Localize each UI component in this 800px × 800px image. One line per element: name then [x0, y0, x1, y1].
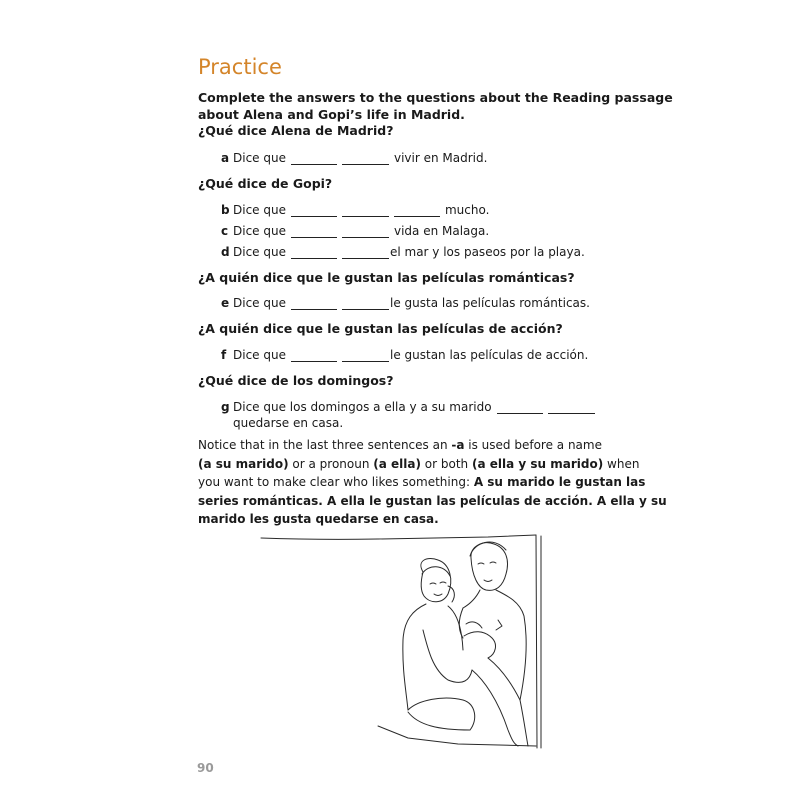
item-prefix: Dice que los domingos a ella y a su marido — [233, 400, 492, 414]
note-text: you want to make clear who likes something: — [198, 475, 474, 489]
man-arm-front — [464, 632, 495, 658]
answer-blank[interactable] — [291, 247, 337, 259]
exercise-item-g — [221, 400, 600, 414]
instruction-line-2: about Alena and Gopi’s life in Madrid. — [198, 107, 465, 122]
woman-eyes — [430, 582, 446, 584]
item-letter: b — [221, 203, 230, 217]
man-side — [520, 700, 528, 746]
item-letter: c — [221, 224, 229, 238]
answer-blank[interactable] — [291, 298, 337, 310]
note-line-4: series románticas. A ella le gustan las películas de acción. A ella y su — [198, 493, 667, 508]
page-title: Practice — [198, 55, 282, 79]
note-emphasis: A su marido le gustan las — [473, 475, 646, 489]
answer-blank[interactable] — [548, 402, 595, 414]
man-mouth — [484, 580, 492, 582]
item-suffix: el mar y los paseos por la playa. — [389, 245, 585, 259]
woman-mouth — [434, 594, 442, 596]
couple-illustration — [258, 530, 568, 752]
note-line-3 — [198, 473, 646, 492]
item-prefix: Dice que — [233, 245, 286, 259]
exercise-item-b — [221, 203, 489, 217]
instructions — [198, 89, 673, 123]
question-5: ¿Qué dice de los domingos? — [198, 373, 394, 388]
man-neck-left — [463, 590, 480, 608]
item-prefix: Dice que — [233, 151, 286, 165]
answer-blank[interactable] — [342, 205, 389, 217]
item-prefix: Dice que — [233, 224, 286, 238]
frame-right-edge — [536, 535, 537, 748]
question-3: ¿A quién dice que le gustan las películas románticas? — [198, 270, 575, 285]
man-leg — [472, 670, 518, 746]
note-text: Notice that in the last three sentences an — [198, 438, 452, 452]
answer-blank[interactable] — [291, 205, 337, 217]
answer-blank[interactable] — [394, 205, 440, 217]
man-head — [471, 543, 508, 591]
note-line-1 — [198, 436, 602, 455]
item-letter: d — [221, 245, 230, 259]
phone — [466, 622, 482, 628]
answer-blank[interactable] — [342, 298, 389, 310]
item-prefix: Dice que — [233, 348, 286, 362]
woman-leg — [408, 712, 470, 730]
item-letter: f — [221, 348, 227, 362]
item-letter: a — [221, 151, 230, 165]
woman-hair — [422, 567, 450, 576]
man-hair — [470, 542, 506, 556]
answer-blank[interactable] — [342, 153, 389, 165]
answer-blank[interactable] — [291, 350, 337, 362]
exercise-item-d — [221, 245, 585, 259]
frame-top-line — [261, 535, 536, 539]
item-suffix: mucho. — [444, 203, 490, 217]
note-text: when — [603, 456, 640, 471]
answer-blank[interactable] — [342, 247, 389, 259]
item-letter: g — [221, 400, 230, 414]
woman-lap — [408, 698, 475, 730]
shirt-fold — [496, 620, 502, 630]
item-suffix: le gustan las películas de acción. — [389, 348, 589, 362]
woman-arm-left — [403, 604, 426, 710]
exercise-item-f — [221, 348, 588, 362]
woman-hair-back — [448, 586, 454, 602]
item-suffix: vida en Malaga. — [393, 224, 490, 238]
note-text: or both — [420, 456, 472, 471]
note-line-2 — [198, 455, 640, 474]
item-letter: e — [221, 296, 230, 310]
exercise-item-a — [221, 151, 487, 165]
answer-blank[interactable] — [497, 402, 543, 414]
answer-blank[interactable] — [342, 226, 389, 238]
answer-blank[interactable] — [291, 226, 337, 238]
grammar-note — [198, 436, 667, 529]
note-emphasis: (a ella y su marido) — [471, 456, 604, 471]
man-chest — [459, 608, 463, 638]
man-arm-lower — [488, 658, 520, 700]
note-text: or a pronoun — [288, 456, 374, 471]
note-text: is used before a name — [464, 438, 602, 452]
question-4: ¿A quién dice que le gustan las películas de acción? — [198, 321, 563, 336]
question-1: ¿Qué dice Alena de Madrid? — [198, 123, 394, 138]
exercise-item-g-continuation: quedarse en casa. — [233, 416, 344, 430]
answer-blank[interactable] — [291, 153, 337, 165]
exercise-item-e — [221, 296, 590, 310]
couch-edge — [378, 726, 536, 746]
woman-shoulder-right — [448, 606, 463, 650]
exercise-item-c — [221, 224, 489, 238]
note-emphasis: -a — [451, 438, 465, 452]
item-suffix: le gusta las películas románticas. — [389, 296, 590, 310]
note-line-5: marido les gusta quedarse en casa. — [198, 512, 439, 526]
item-suffix: vivir en Madrid. — [393, 151, 488, 165]
item-prefix: Dice que — [233, 296, 286, 310]
item-prefix: Dice que — [233, 203, 286, 217]
instruction-line-1: Complete the answers to the questions about the Reading passage — [198, 90, 673, 105]
man-eyes — [478, 562, 496, 564]
page-number: 90 — [197, 761, 214, 775]
question-2: ¿Qué dice de Gopi? — [198, 176, 333, 191]
note-emphasis: (a ella) — [373, 456, 421, 471]
answer-blank[interactable] — [342, 350, 389, 362]
woman-torso — [423, 630, 472, 682]
note-emphasis: (a su marido) — [198, 456, 289, 471]
